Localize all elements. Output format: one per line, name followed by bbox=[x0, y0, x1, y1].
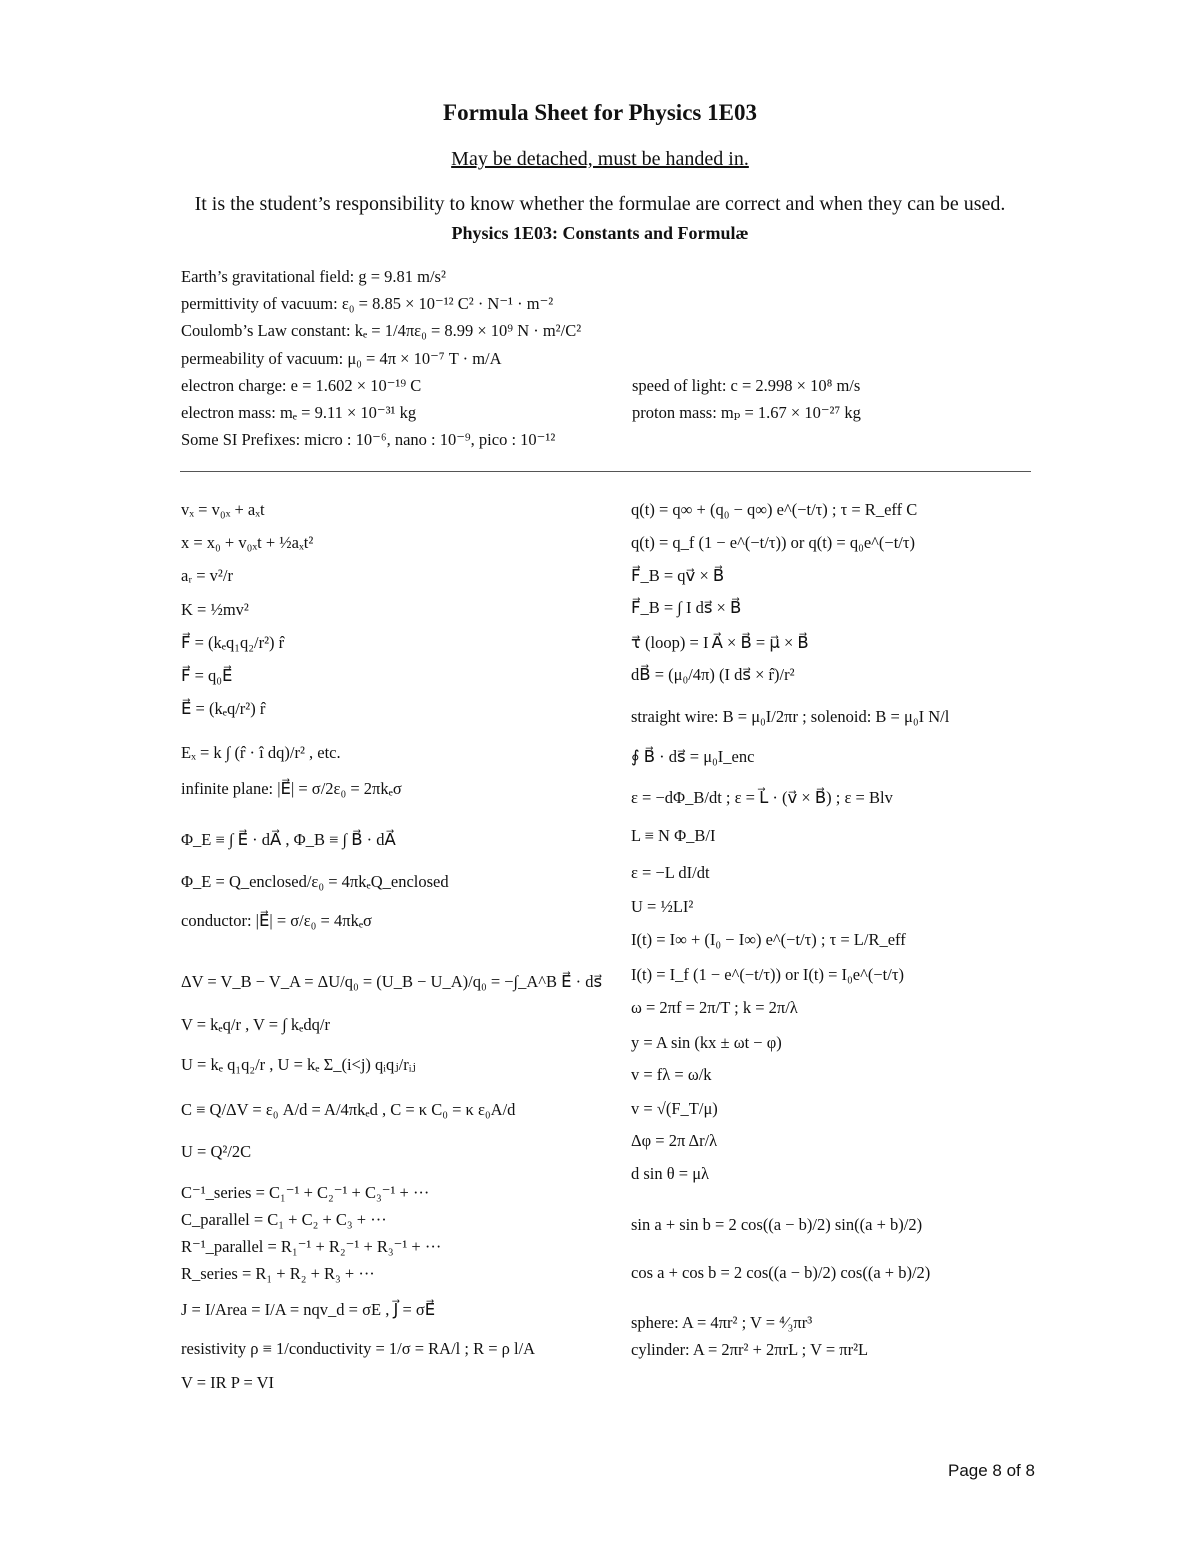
formula-line: R_series = R₁ + R₂ + R₃ + ··· bbox=[181, 1264, 375, 1283]
formula-line: v = fλ = ω/k bbox=[631, 1065, 712, 1084]
page-title: Formula Sheet for Physics 1E03 bbox=[443, 100, 757, 125]
formula-line: cylinder: A = 2πr² + 2πrL ; V = πr²L bbox=[631, 1340, 869, 1359]
formula-line: cos a + cos b = 2 cos((a − b)/2) cos((a + b)/2) bbox=[631, 1263, 931, 1282]
formula-line: U = Q²/2C bbox=[181, 1142, 252, 1161]
formula-line: U = ½LI² bbox=[631, 897, 694, 916]
formula-line: Δφ = 2π Δr/λ bbox=[631, 1131, 718, 1150]
formula-line: E⃗ = (kₑq/r²) r̂ bbox=[181, 699, 266, 718]
formula-line: I(t) = I_f (1 − e^(−t/τ)) or I(t) = I₀e^(−t/τ) bbox=[631, 965, 904, 984]
formula-line: F⃗ = (kₑq₁q₂/r²) r̂ bbox=[181, 633, 285, 652]
formula-line: V = kₑq/r , V = ∫ kₑdq/r bbox=[181, 1015, 330, 1034]
constants-heading: Physics 1E03: Constants and Formulæ bbox=[451, 223, 749, 243]
formula-line: ε = −L dI/dt bbox=[631, 863, 710, 882]
formula-line: aᵣ = v²/r bbox=[181, 566, 233, 585]
formula-line: ∮ B⃗ · ds⃗ = μ₀I_enc bbox=[631, 747, 755, 766]
formula-line: conductor: |E⃗| = σ/ε₀ = 4πkₑσ bbox=[181, 911, 372, 930]
constant-line: Some SI Prefixes: micro : 10⁻⁶, nano : 10⁻⁹, pico : 10⁻¹² bbox=[181, 430, 556, 449]
constant-line: electron mass: mₑ = 9.11 × 10⁻³¹ kg bbox=[181, 403, 417, 422]
formula-line: infinite plane: |E⃗| = σ/2ε₀ = 2πkₑσ bbox=[181, 779, 402, 798]
responsibility-note: It is the student’s responsibility to know whether the formulae are correct and when they can be used. bbox=[194, 193, 1006, 215]
formula-line: x = x₀ + v₀ₓt + ½aₓt² bbox=[181, 533, 314, 552]
formula-line: J = I/Area = I/A = nqv_d = σE , J⃗ = σE⃗ bbox=[181, 1300, 436, 1319]
page-number: Page 8 of 8 bbox=[948, 1461, 1035, 1480]
divider-rule bbox=[180, 471, 1031, 472]
formula-line: d sin θ = μλ bbox=[631, 1164, 710, 1183]
formula-line: q(t) = q_f (1 − e^(−t/τ)) or q(t) = q₀e^(−t/τ) bbox=[631, 533, 915, 552]
formula-line: dB⃗ = (μ₀/4π) (I ds⃗ × r̂)/r² bbox=[631, 665, 795, 684]
formula-line: U = kₑ q₁q₂/r , U = kₑ Σ_(i<j) qᵢqⱼ/rᵢⱼ bbox=[181, 1055, 416, 1074]
formula-line: sphere: A = 4πr² ; V = ⁴⁄₃πr³ bbox=[631, 1313, 813, 1332]
constant-line: Coulomb’s Law constant: kₑ = 1/4πε₀ = 8.99 × 10⁹ N · m²/C² bbox=[181, 321, 582, 340]
constant-line: electron charge: e = 1.602 × 10⁻¹⁹ C bbox=[181, 376, 422, 395]
formula-line: C ≡ Q/ΔV = ε₀ A/d = A/4πkₑd , C = κ C₀ = κ ε₀A/d bbox=[181, 1100, 516, 1119]
formula-line: K = ½mv² bbox=[181, 600, 249, 619]
formula-line: F⃗_B = qv⃗ × B⃗ bbox=[631, 566, 725, 585]
constant-line: permittivity of vacuum: ε₀ = 8.85 × 10⁻¹² C² · N⁻¹ · m⁻² bbox=[181, 294, 554, 313]
constant-line: speed of light: c = 2.998 × 10⁸ m/s bbox=[632, 376, 861, 395]
formula-line: v = √(F_T/μ) bbox=[631, 1099, 718, 1118]
constant-line: proton mass: mₚ = 1.67 × 10⁻²⁷ kg bbox=[632, 403, 861, 422]
formula-line: sin a + sin b = 2 cos((a − b)/2) sin((a + b)/2) bbox=[631, 1215, 923, 1234]
formula-line: C⁻¹_series = C₁⁻¹ + C₂⁻¹ + C₃⁻¹ + ··· bbox=[181, 1183, 430, 1202]
formula-line: q(t) = q∞ + (q₀ − q∞) e^(−t/τ) ; τ = R_eff C bbox=[631, 500, 918, 519]
constant-line: Earth’s gravitational field: g = 9.81 m/s² bbox=[181, 267, 446, 286]
formula-line: vₓ = v₀ₓ + aₓt bbox=[181, 500, 265, 519]
formula-line: F⃗_B = ∫ I ds⃗ × B⃗ bbox=[631, 598, 742, 617]
formula-line: R⁻¹_parallel = R₁⁻¹ + R₂⁻¹ + R₃⁻¹ + ··· bbox=[181, 1237, 442, 1256]
formula-line: τ⃗ (loop) = I A⃗ × B⃗ = μ⃗ × B⃗ bbox=[631, 633, 809, 652]
formula-line: ΔV = V_B − V_A = ΔU/q₀ = (U_B − U_A)/q₀ = −∫_A^B E⃗ · ds⃗ bbox=[181, 972, 603, 991]
formula-line: F⃗ = q₀E⃗ bbox=[181, 666, 233, 685]
formula-line: I(t) = I∞ + (I₀ − I∞) e^(−t/τ) ; τ = L/R_eff bbox=[631, 930, 906, 949]
formula-line: y = A sin (kx ± ωt − φ) bbox=[631, 1033, 782, 1052]
constant-line: permeability of vacuum: μ₀ = 4π × 10⁻⁷ T · m/A bbox=[181, 349, 502, 368]
formula-line: resistivity ρ ≡ 1/conductivity = 1/σ = RA/l ; R = ρ l/A bbox=[181, 1339, 536, 1358]
formula-line: Eₓ = k ∫ (r̂ · î dq)/r² , etc. bbox=[181, 743, 341, 762]
formula-line: C_parallel = C₁ + C₂ + C₃ + ··· bbox=[181, 1210, 387, 1229]
formula-line: Φ_E = Q_enclosed/ε₀ = 4πkₑQ_enclosed bbox=[181, 872, 449, 891]
subtitle: May be detached, must be handed in. bbox=[451, 148, 749, 170]
formula-line: straight wire: B = μ₀I/2πr ; solenoid: B = μ₀I N/l bbox=[631, 707, 950, 726]
formula-line: ε = −dΦ_B/dt ; ε = L⃗ · (v⃗ × B⃗) ; ε = Blv bbox=[631, 788, 893, 807]
formula-line: L ≡ N Φ_B/I bbox=[631, 826, 716, 845]
formula-line: V = IR P = VI bbox=[181, 1373, 275, 1392]
formula-line: Φ_E ≡ ∫ E⃗ · dA⃗ , Φ_B ≡ ∫ B⃗ · dA⃗ bbox=[181, 830, 396, 849]
formula-line: ω = 2πf = 2π/T ; k = 2π/λ bbox=[631, 998, 798, 1017]
